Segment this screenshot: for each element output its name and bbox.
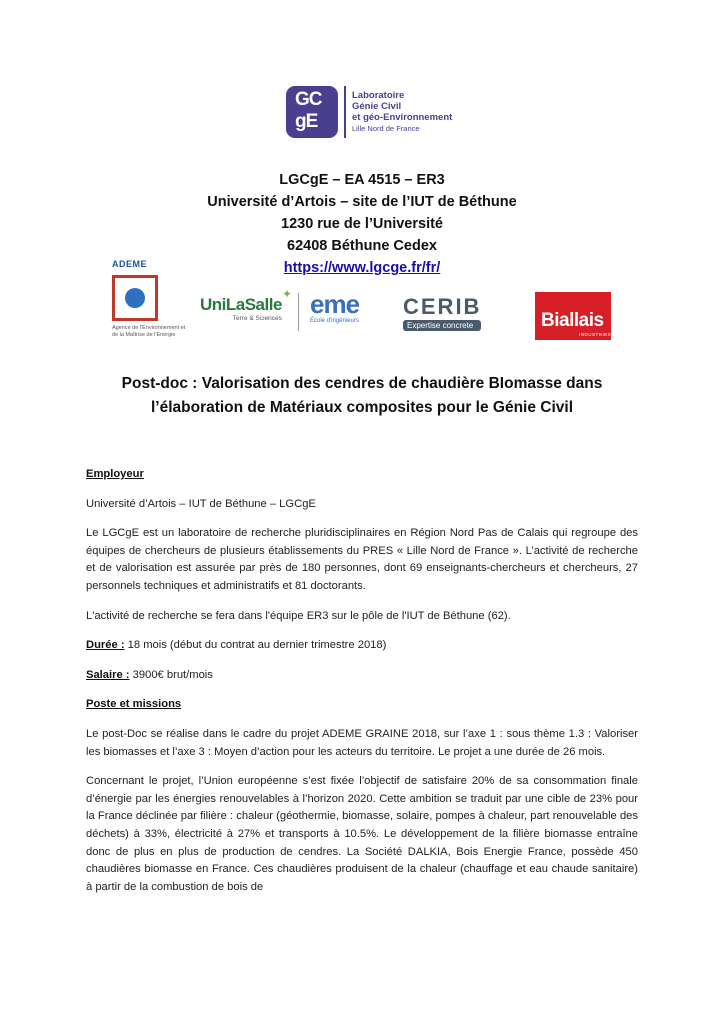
lgcge-text-small: Lille Nord de France xyxy=(352,124,420,133)
biallais-subtitle: INDUSTRIES xyxy=(579,332,612,337)
missions-heading: Poste et missions xyxy=(86,698,182,711)
salary-value: 3900€ brut/mois xyxy=(129,668,213,681)
logo-divider xyxy=(298,293,299,331)
address-line: Université d’Artois – site de l’IUT de Béthune xyxy=(207,194,517,210)
lab-address xyxy=(0,169,724,279)
lgcge-logo-divider xyxy=(344,86,346,138)
lgcge-mark-bottom: gE xyxy=(295,111,318,132)
address-line: LGCgE – EA 4515 – ER3 xyxy=(279,172,445,188)
biallais-logo xyxy=(535,292,611,340)
salary-label: Salaire : xyxy=(86,668,130,681)
biallais-name: Biallais xyxy=(541,310,604,331)
address-line: 1230 rue de l’Université xyxy=(281,216,443,232)
title-line: Post-doc : Valorisation des cendres de chaudière BIomasse dans xyxy=(121,375,603,392)
eme-subtitle: École d'ingénieurs xyxy=(310,318,359,324)
cerib-logo xyxy=(403,296,481,331)
unilasalle-subtitle: Terre & Sciences xyxy=(232,315,282,322)
lgcge-logo xyxy=(286,86,452,138)
lgcge-text-line: et géo-Environnement xyxy=(352,112,453,123)
leaf-icon: ✦ xyxy=(282,287,293,301)
employer-text: Université d’Artois – IUT de Béthune – LGCgE xyxy=(86,497,316,510)
document-body xyxy=(86,466,638,908)
project-paragraph: Concernant le projet, l’Union européenne s’est fixée l’objectif de satisfaire 20% de sa consommation finale d’énergie par les énergies renouvelables à l’horizon 2020. Cette ambition se traduit par une cible de 23% pour la France déclinée par filière : chaleur (géothermie, biomasse, solaire, pompes à chaleur, part renouvelable des déchets) à 33%, électricité à 27% et transports à 10.5%. Le développement de la filière biomasse entraîne donc de plus en plus de production de cendres. La Société DALKIA, Bois Energie France, possède 450 chaudières biomasse en France. Ces chaudières produisent de la chaleur (chauffage et eau chaude sanitaire) à partir de la combustion de bois de xyxy=(86,775,638,893)
missions-paragraph: Le post-Doc se réalise dans le cadre du projet ADEME GRAINE 2018, sur l’axe 1 : sous thème 1.3 : Valoriser les biomasses et l’axe 3 : Moyen d’action pour les acteurs du territoire. Le projet a une durée de 26 mois. xyxy=(86,727,638,758)
ademe-logo xyxy=(112,259,186,339)
team-text: L'activité de recherche se fera dans l'équipe ER3 sur le pôle de l'IUT de Béthune (62). xyxy=(86,609,511,622)
cerib-subtitle: Expertise concrete xyxy=(403,320,481,331)
lab-description: Le LGCgE est un laboratoire de recherche pluridisciplinaires en Région Nord Pas de Calais qui regroupe des équipes de chercheurs de plusieurs établissements du PRES « Lille Nord de France ». L’activité de recherche et de valorisation est assurée par près de 180 personnes, dont 69 enseignants-chercheurs et chercheurs, 27 personnels techniques et administratifs et 81 doctorants. xyxy=(86,527,638,592)
unilasalle-logo xyxy=(200,287,293,322)
lgcge-logo-text xyxy=(352,90,452,134)
lab-website-link[interactable]: https://www.lgcge.fr/fr/ xyxy=(283,260,441,276)
cerib-name: CERIB xyxy=(403,294,482,319)
salary-line xyxy=(86,667,638,685)
eme-name: eme xyxy=(310,289,360,319)
duration-line xyxy=(86,637,638,655)
lgcge-text-line: Génie Civil xyxy=(352,101,402,112)
lgcge-mark xyxy=(286,86,338,138)
employer-heading: Employeur xyxy=(86,468,144,480)
lgcge-text-line: Laboratoire xyxy=(352,90,405,101)
ademe-title: ADEME xyxy=(112,259,148,269)
duration-value: 18 mois (début du contrat au dernier trimestre 2018) xyxy=(124,639,387,652)
title-line: l’élaboration de Matériaux composites pour le Génie Civil xyxy=(150,399,574,416)
lgcge-mark-top: GC xyxy=(295,89,322,110)
unilasalle-name: UniLaSalle xyxy=(200,295,282,314)
document-title xyxy=(60,372,664,420)
ademe-subtitle: Agence de l'Environnement et de la Maîtrise de l'Energie xyxy=(112,325,186,338)
eme-logo xyxy=(310,290,359,324)
globe-icon xyxy=(125,288,145,308)
address-line: 62408 Béthune Cedex xyxy=(287,238,437,254)
duration-label: Durée : xyxy=(86,639,125,652)
ademe-box xyxy=(112,275,158,321)
